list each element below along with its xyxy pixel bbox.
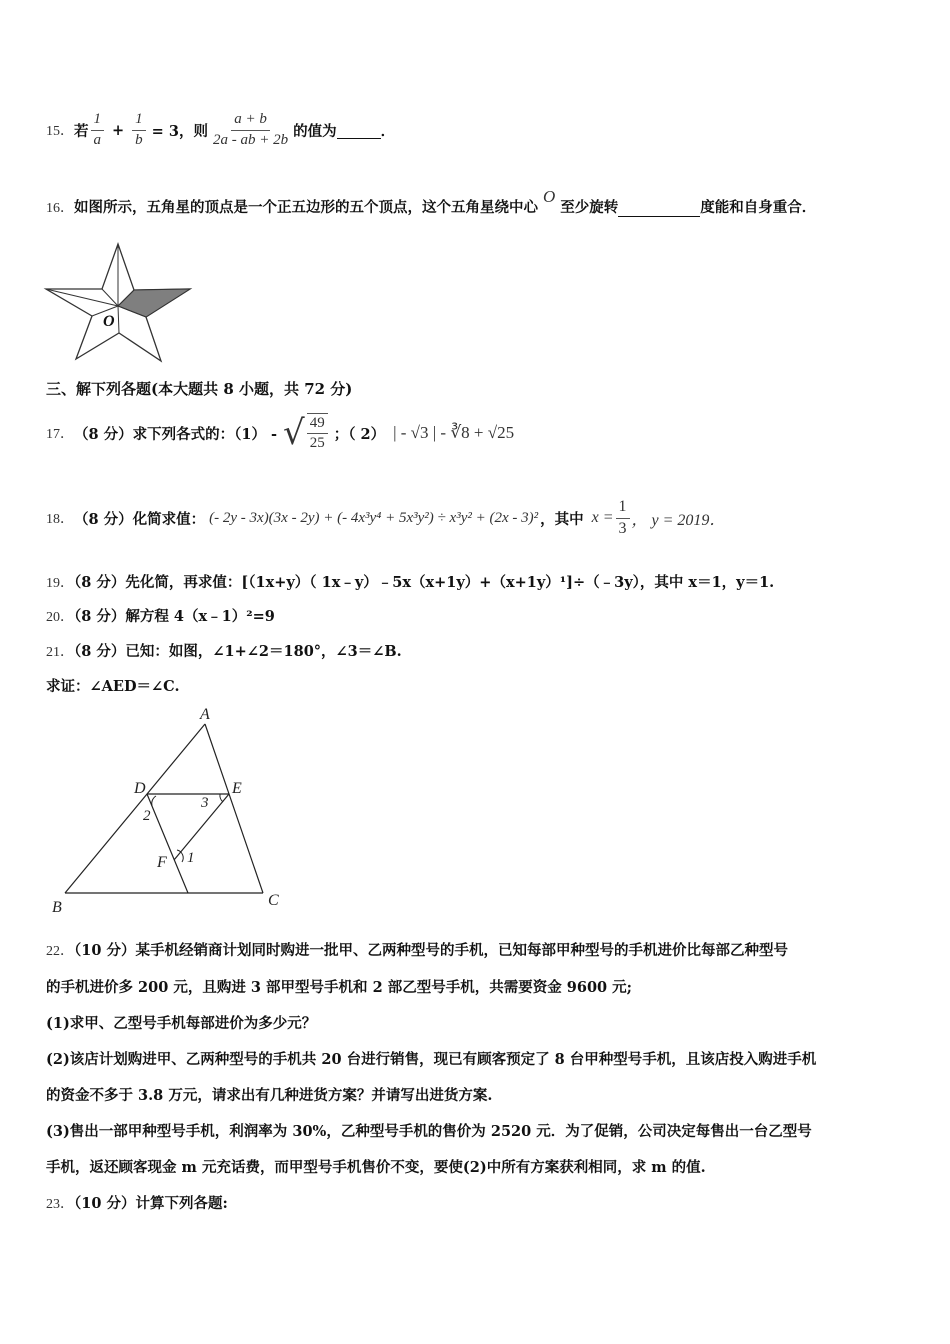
question-23: 23．（10 分）计算下列各题:	[46, 1195, 228, 1212]
q15-prefix: 若	[74, 122, 89, 140]
question-15: 15． 若 $\frac{1}{a}$ + $\frac{1}{b}$ = 3，则 $\frac{a + b}{2a - ab + 2b}$ 的值为 ．	[46, 100, 395, 160]
triangle-figure	[40, 700, 300, 922]
question-17: 17． （8 分）求下列各式的：（1） - √ $\frac{49}{25}$ ；（ 2） | - √3 | - ∛8 + √25	[46, 413, 515, 453]
question-22	[46, 933, 916, 1186]
sqrt-icon: √	[283, 413, 305, 453]
label-d: D	[134, 780, 146, 797]
question-number: 15．	[46, 124, 74, 139]
star-figure	[40, 238, 200, 366]
question-20: 20．（8 分）解方程 4（x﹣1）²=9	[46, 608, 275, 625]
label-1: 1	[187, 850, 195, 866]
q17-expression: | - √3 | - ∛8 + √25	[393, 423, 515, 442]
q22-line2: 的手机进价多 200 元，且购进 3 部甲型号手机和 2 部乙型号手机，共需要资金 9600 元;	[46, 979, 633, 996]
question-number: 19．	[46, 576, 74, 591]
q22-part1: (1)求甲、乙型号手机每部进价为多少元？	[46, 1015, 317, 1032]
segment-ab	[65, 724, 205, 893]
q22-part2a: (2)该店计划购进甲、乙两种型号的手机共 20 台进行销售，现已有顾客预定了 8 台甲种型号手机，且该店投入购进手机	[46, 1051, 817, 1068]
label-c: C	[268, 892, 279, 909]
answer-blank	[618, 199, 700, 217]
fraction-1-over-3: $\frac{1}{3}$	[616, 497, 630, 540]
label-f: F	[157, 854, 167, 871]
q22-part3a: (3)售出一部甲种型号手机，利润率为 30%，乙种型号手机的售价为 2520 元．为了促销，公司决定每售出一台乙型号	[46, 1123, 812, 1140]
question-number: 20．	[46, 610, 74, 625]
question-number: 23．	[46, 1197, 74, 1212]
fraction-expression: $\frac{a + b}{2a - ab + 2b}$	[212, 111, 289, 148]
center-label: O	[103, 313, 115, 330]
question-19: 19．（8 分）先化简，再求值：[（1x+y）（ 1x﹣y）﹣5x（x+1y）+（x+1y）¹]÷（﹣3y），其中 x＝1，y＝1.	[46, 574, 775, 591]
label-a: A	[200, 706, 210, 723]
angle-2-arc	[152, 796, 156, 806]
answer-blank	[337, 121, 381, 139]
segment-dfc	[147, 794, 188, 893]
segment-ac	[205, 724, 263, 893]
angle-3-arc	[220, 794, 223, 802]
q18-expression: (- 2y - 3x)(3x - 2y) + (- 4x³y⁴ + 5x³y²) ÷ x³y² + (2x - 3)²	[209, 509, 539, 526]
q22-line1: 22．（10 分）某手机经销商计划同时购进一批甲、乙两种型号的手机，已知每部甲种型号的手机进价比每部乙种型号	[46, 942, 788, 959]
q15-suffix: 的值为	[293, 122, 337, 140]
fraction-1-over-a: $\frac{1}{a}$	[91, 110, 105, 150]
label-2: 2	[143, 808, 151, 824]
q15-eq: = 3，则	[151, 122, 208, 140]
question-number: 22．	[46, 944, 74, 959]
label-b: B	[52, 899, 62, 916]
fraction-49-over-25: $\frac{49}{25}$	[307, 413, 328, 454]
q22-part2b: 的资金不多于 3.8 万元，请求出有几种进货方案？并请写出进货方案.	[46, 1087, 493, 1104]
question-number: 21．	[46, 645, 74, 660]
question-number: 18．	[46, 512, 74, 527]
q21-proof: 求证：∠AED＝∠C.	[46, 678, 180, 695]
label-3: 3	[201, 795, 209, 811]
center-symbol: O	[543, 187, 556, 206]
question-18: 18． （8 分）化简求值： (- 2y - 3x)(3x - 2y) + (- 4x³y⁴ + 5x³y²) ÷ x³y² + (2x - 3)² ，其中 x = $\frac{1}{3}$ ， y = 2019．	[46, 492, 725, 544]
section-title: 三、解下列各题(本大题共 8 小题，共 72 分)	[46, 380, 353, 398]
question-21: 21．（8 分）已知：如图，∠1+∠2＝180°，∠3＝∠B.	[46, 643, 402, 660]
q22-part3b: 手机，返还顾客现金 m 元充话费，而甲型号手机售价不变，要使(2)中所有方案获利相同，求 m 的值.	[46, 1159, 706, 1176]
question-number: 16．	[46, 201, 74, 216]
fraction-1-over-b: $\frac{1}{b}$	[132, 110, 146, 150]
label-e: E	[232, 780, 242, 797]
question-number: 17．	[46, 427, 74, 442]
plus-sign: +	[112, 121, 125, 139]
question-16: 16．如图所示，五角星的顶点是一个正五边形的五个顶点，这个五角星绕中心O至少旋转 度能和自身重合．	[46, 187, 817, 216]
